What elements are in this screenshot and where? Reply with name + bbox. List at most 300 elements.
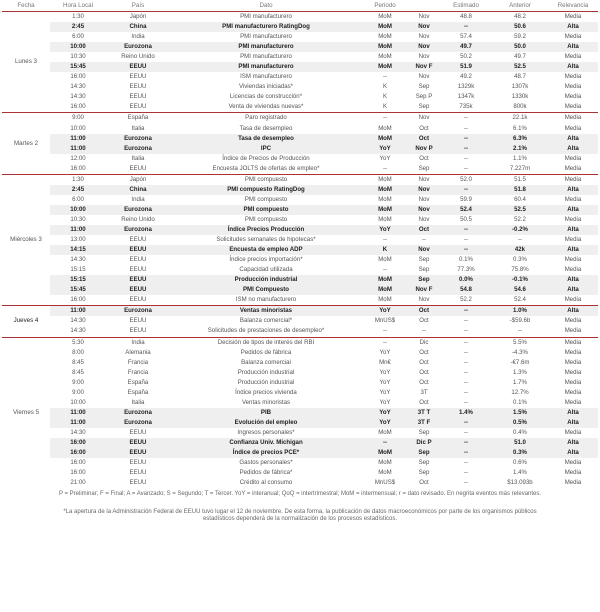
period-cell: Oct xyxy=(408,134,440,144)
table-row xyxy=(2,52,598,62)
period-cell: Nov xyxy=(418,296,430,304)
event-cell: PIB xyxy=(170,408,362,418)
time-cell: 11:00 xyxy=(50,134,106,144)
previous-cell: 0.6% xyxy=(513,459,527,467)
country-cell: India xyxy=(131,33,145,41)
event-cell: Paro registrado xyxy=(170,113,362,124)
period-cell: Nov xyxy=(408,42,440,52)
time-cell: 10:00 xyxy=(70,124,86,132)
period-cell: 3T xyxy=(420,388,428,396)
time-cell: 16:00 xyxy=(70,73,86,81)
event-cell: PMI compuesto xyxy=(244,195,288,203)
table-row xyxy=(2,285,598,295)
estimate-cell: -- xyxy=(440,113,492,124)
period-cell: Oct xyxy=(419,124,429,132)
time-cell: 16:00 xyxy=(70,469,86,477)
estimate-cell: 52.0 xyxy=(440,174,492,185)
previous-cell: -- xyxy=(517,327,523,335)
time-cell: 9:00 xyxy=(72,378,84,386)
table-row xyxy=(2,205,598,215)
unit-cell: YoY xyxy=(379,378,391,386)
estimate-cell: -- xyxy=(463,469,469,477)
table-row xyxy=(2,408,598,418)
unit-cell: MoM xyxy=(378,33,392,41)
time-cell: 8:00 xyxy=(72,348,84,356)
relevance-cell: Media xyxy=(564,236,582,244)
table-row xyxy=(2,438,598,448)
event-cell: Producción industrial xyxy=(170,275,362,285)
time-cell: 14:30 xyxy=(70,93,86,101)
estimate-cell: -- xyxy=(463,236,469,244)
time-cell: 10:30 xyxy=(70,53,86,61)
country-cell: Japón xyxy=(129,13,147,21)
estimate-cell: -- xyxy=(440,448,492,458)
unit-cell: YoY xyxy=(379,154,391,162)
estimate-cell: -- xyxy=(463,428,469,436)
calendar-table xyxy=(2,0,598,488)
previous-cell: 51.0 xyxy=(492,438,548,448)
relevance-cell: Alta xyxy=(548,205,598,215)
table-row xyxy=(2,418,598,428)
event-cell: PMI manufacturero xyxy=(170,62,362,72)
previous-cell: 7.227m xyxy=(509,164,531,172)
unit-cell: MoM xyxy=(362,22,408,32)
event-cell: Crédito al consumo xyxy=(239,479,293,487)
estimate-cell: -- xyxy=(463,317,469,325)
period-cell: Sep xyxy=(418,83,430,91)
event-cell: PMI compuesto RatingDog xyxy=(170,185,362,195)
time-cell: 15:15 xyxy=(50,275,106,285)
relevance-cell: Media xyxy=(564,358,582,366)
country-cell: España xyxy=(127,378,149,386)
unit-cell: MoM xyxy=(362,62,408,72)
period-cell: 3T T xyxy=(408,408,440,418)
unit-cell: K xyxy=(382,83,388,91)
table-row xyxy=(2,82,598,92)
period-cell: Sep xyxy=(418,266,430,274)
event-cell: PMI compuesto xyxy=(170,205,362,215)
time-cell: 16:00 xyxy=(70,164,86,172)
event-cell: Gastos personales* xyxy=(239,459,293,467)
previous-cell: 54.6 xyxy=(492,285,548,295)
previous-cell: 12.7% xyxy=(511,388,529,396)
event-cell: Venta de viviendas nuevas* xyxy=(228,103,304,111)
estimate-cell: -- xyxy=(463,459,469,467)
estimate-cell: -- xyxy=(440,22,492,32)
event-cell: Licencias de construcción* xyxy=(229,93,303,101)
time-cell: 6:00 xyxy=(72,195,84,203)
time-cell: 14:30 xyxy=(70,83,86,91)
country-cell: EEUU xyxy=(106,285,170,295)
unit-cell: MoM xyxy=(362,185,408,195)
previous-cell: 0.3% xyxy=(513,256,527,264)
event-cell: PMI manufacturero xyxy=(240,53,292,61)
estimate-cell: 1347k xyxy=(457,93,475,101)
unit-cell: K xyxy=(382,93,388,101)
unit-cell: MoM xyxy=(362,275,408,285)
unit-cell: MnUS$ xyxy=(374,317,396,325)
previous-cell: 52.5 xyxy=(492,62,548,72)
time-cell: 14:30 xyxy=(70,317,86,325)
period-cell: Nov xyxy=(408,205,440,215)
previous-cell: 1.0% xyxy=(492,306,548,317)
event-cell: PMI manufacturero xyxy=(240,33,292,41)
event-cell: Tasa de desempleo xyxy=(170,134,362,144)
country-cell: EEUU xyxy=(129,83,147,91)
previous-cell: -0.2% xyxy=(492,225,548,235)
period-cell: Oct xyxy=(419,368,429,376)
relevance-cell: Alta xyxy=(548,418,598,428)
unit-cell: K xyxy=(362,245,408,255)
period-cell: Oct xyxy=(408,225,440,235)
table-row xyxy=(2,398,598,408)
relevance-cell: Media xyxy=(564,317,582,325)
previous-cell: 1.5% xyxy=(492,408,548,418)
unit-cell: YoY xyxy=(379,398,391,406)
table-row xyxy=(2,255,598,265)
unit-cell: MoM xyxy=(378,215,392,223)
table-row xyxy=(2,478,598,488)
previous-cell: 0.4% xyxy=(513,428,527,436)
previous-cell: 1.3% xyxy=(513,368,527,376)
period-cell: Oct xyxy=(419,317,429,325)
unit-cell: YoY xyxy=(362,408,408,418)
previous-cell: 800k xyxy=(513,103,527,111)
time-cell: 16:00 xyxy=(70,296,86,304)
relevance-cell: Media xyxy=(564,215,582,223)
time-cell: 8:45 xyxy=(72,358,84,366)
time-cell: 10:00 xyxy=(50,205,106,215)
table-row xyxy=(2,388,598,398)
relevance-cell: Media xyxy=(564,103,582,111)
previous-cell: 51.5 xyxy=(492,174,548,185)
country-cell: EEUU xyxy=(106,448,170,458)
period-cell: Oct xyxy=(408,306,440,317)
col-periodo-sub xyxy=(408,0,440,12)
time-cell: 21:00 xyxy=(70,479,86,487)
country-cell: EEUU xyxy=(129,317,147,325)
event-cell: Viviendas iniciadas* xyxy=(238,83,294,91)
relevance-cell: Media xyxy=(548,113,598,124)
table-row xyxy=(2,448,598,458)
table-row xyxy=(2,195,598,205)
col-anterior: Anterior xyxy=(492,0,548,12)
relevance-cell: Media xyxy=(564,53,582,61)
period-cell: Sep xyxy=(418,459,430,467)
event-cell: Pedidos de fábrica xyxy=(240,348,292,356)
unit-cell: YoY xyxy=(362,306,408,317)
previous-cell: 2.1% xyxy=(492,144,548,154)
table-row xyxy=(2,124,598,134)
estimate-cell: -- xyxy=(440,225,492,235)
unit-cell: YoY xyxy=(379,368,391,376)
calendar-body xyxy=(2,12,598,489)
relevance-cell: Alta xyxy=(548,245,598,255)
relevance-cell: Media xyxy=(564,93,582,101)
relevance-cell: Media xyxy=(564,33,582,41)
table-row xyxy=(2,174,598,185)
unit-cell: MoM xyxy=(362,42,408,52)
country-cell: Japón xyxy=(106,174,170,185)
previous-cell: 1.7% xyxy=(513,378,527,386)
col-periodo: Periodo xyxy=(362,0,408,12)
table-row xyxy=(2,144,598,154)
country-cell: China xyxy=(106,22,170,32)
event-cell: ISM manufacturero xyxy=(240,73,292,81)
previous-cell: 1.4% xyxy=(513,469,527,477)
period-cell: Nov xyxy=(418,53,430,61)
unit-cell: MoM xyxy=(362,174,408,185)
event-cell: PMI manufacturero xyxy=(170,42,362,52)
table-row xyxy=(2,185,598,195)
period-cell: Oct xyxy=(419,348,429,356)
previous-cell: 50.6 xyxy=(492,22,548,32)
country-cell: EEUU xyxy=(106,245,170,255)
unit-cell: YoY xyxy=(379,348,391,356)
previous-cell: 52.5 xyxy=(492,205,548,215)
table-row xyxy=(2,316,598,326)
relevance-cell: Media xyxy=(564,398,582,406)
country-cell: Reino Unido xyxy=(121,53,155,61)
relevance-cell: Media xyxy=(564,388,582,396)
previous-cell: 48.2 xyxy=(514,13,526,21)
day-label: Jueves 4 xyxy=(2,306,50,337)
unit-cell: YoY xyxy=(362,144,408,154)
country-cell: EEUU xyxy=(129,103,147,111)
relevance-cell: Alta xyxy=(548,22,598,32)
unit-cell: -- xyxy=(382,236,388,244)
table-row xyxy=(2,306,598,317)
previous-cell: 5.5% xyxy=(492,337,548,348)
country-cell: Italia xyxy=(131,398,145,406)
relevance-cell: Media xyxy=(564,266,582,274)
country-cell: EEUU xyxy=(129,73,147,81)
time-cell: 16:00 xyxy=(70,103,86,111)
event-cell: PMI compuesto xyxy=(244,215,288,223)
event-cell: Producción industrial xyxy=(237,368,295,376)
estimate-cell: -- xyxy=(463,154,469,162)
previous-cell: 0.3% xyxy=(492,448,548,458)
estimate-cell: 0.1% xyxy=(459,256,473,264)
time-cell: 15:15 xyxy=(70,266,86,274)
previous-cell: -4.3% xyxy=(512,348,528,356)
event-cell: PMI manufacturero xyxy=(240,13,292,21)
table-row xyxy=(2,458,598,468)
unit-cell: -- xyxy=(382,73,388,81)
period-cell: Nov xyxy=(418,195,430,203)
time-cell: 14:30 xyxy=(70,256,86,264)
previous-cell: 48.7 xyxy=(514,73,526,81)
table-row xyxy=(2,92,598,102)
estimate-cell: 59.9 xyxy=(460,195,472,203)
table-row xyxy=(2,134,598,144)
event-cell: Pedidos de fábrica* xyxy=(239,469,293,477)
estimate-cell: -- xyxy=(463,164,469,172)
country-cell: Alemania xyxy=(125,348,151,356)
period-cell: Sep xyxy=(418,469,430,477)
relevance-cell: Alta xyxy=(548,62,598,72)
country-cell: Eurozona xyxy=(106,225,170,235)
event-cell: Índice de Precios de Producción xyxy=(222,154,310,162)
unit-cell: Mn€ xyxy=(379,358,391,366)
period-cell: Nov F xyxy=(408,285,440,295)
relevance-cell: Media xyxy=(564,378,582,386)
estimate-cell: 735k xyxy=(459,103,473,111)
country-cell: EEUU xyxy=(129,266,147,274)
period-cell: Dic P xyxy=(408,438,440,448)
estimate-cell: -- xyxy=(463,398,469,406)
estimate-cell: -- xyxy=(463,388,469,396)
period-cell: Nov xyxy=(418,215,430,223)
col-pais: País xyxy=(106,0,170,12)
estimate-cell: -- xyxy=(440,144,492,154)
event-cell: IPC xyxy=(170,144,362,154)
country-cell: Eurozona xyxy=(106,42,170,52)
country-cell: India xyxy=(131,195,145,203)
previous-cell: 42k xyxy=(492,245,548,255)
previous-cell: 75.8% xyxy=(511,266,529,274)
table-row xyxy=(2,164,598,175)
estimate-cell: 1329k xyxy=(457,83,475,91)
previous-cell: 22.1k xyxy=(492,113,548,124)
period-cell: Nov xyxy=(408,174,440,185)
period-cell: Sep P xyxy=(415,93,433,101)
estimate-cell: -- xyxy=(440,438,492,448)
table-row xyxy=(2,428,598,438)
previous-cell: 49.7 xyxy=(514,53,526,61)
event-cell: Índice Precios Producción xyxy=(170,225,362,235)
footnote: *La apertura de la Administración Federal de EEUU tuvo lugar el 12 de noviembre. De esta forma, la publicación de datos macroeconómicos por parte de los organismos públicos estadísticos dependerá de la normalización de los procesos estadísticos. xyxy=(63,508,537,523)
unit-cell: -- xyxy=(382,327,388,335)
country-cell: España xyxy=(127,388,149,396)
estimate-cell: -- xyxy=(463,358,469,366)
period-cell: Nov xyxy=(408,113,440,124)
country-cell: Eurozona xyxy=(106,408,170,418)
time-cell: 14:30 xyxy=(70,327,86,335)
country-cell: EEUU xyxy=(129,296,147,304)
relevance-cell: Media xyxy=(564,327,582,335)
table-row xyxy=(2,113,598,124)
day-label: Viernes 5 xyxy=(2,337,50,488)
period-cell: Nov xyxy=(418,73,430,81)
period-cell: 3T F xyxy=(408,418,440,428)
day-label: Lunes 3 xyxy=(2,12,50,113)
day-label: Martes 2 xyxy=(2,113,50,174)
estimate-cell: -- xyxy=(463,124,469,132)
estimate-cell: 50.5 xyxy=(460,215,472,223)
day-label: Miércoles 3 xyxy=(2,174,50,306)
previous-cell: -€7.6m xyxy=(510,358,530,366)
header-row xyxy=(2,0,598,12)
country-cell: EEUU xyxy=(129,469,147,477)
country-cell: Italia xyxy=(131,154,145,162)
table-row xyxy=(2,348,598,358)
period-cell: Oct xyxy=(419,479,429,487)
period-cell: Nov P xyxy=(408,144,440,154)
table-row xyxy=(2,368,598,378)
time-cell: 11:00 xyxy=(50,408,106,418)
period-cell: Nov xyxy=(408,245,440,255)
table-row xyxy=(2,468,598,478)
country-cell: Eurozona xyxy=(106,144,170,154)
estimate-cell: -- xyxy=(440,306,492,317)
time-cell: 11:00 xyxy=(50,418,106,428)
table-row xyxy=(2,42,598,52)
estimate-cell: 49.2 xyxy=(460,73,472,81)
estimate-cell: -- xyxy=(463,368,469,376)
table-row xyxy=(2,245,598,255)
time-cell: 16:00 xyxy=(50,438,106,448)
country-cell: China xyxy=(106,185,170,195)
country-cell: EEUU xyxy=(129,256,147,264)
unit-cell: -- xyxy=(382,266,388,274)
col-dato: Dato xyxy=(170,0,362,12)
relevance-cell: Media xyxy=(564,73,582,81)
country-cell: EEUU xyxy=(106,62,170,72)
time-cell: 9:00 xyxy=(72,388,84,396)
estimate-cell: 49.7 xyxy=(440,42,492,52)
event-cell: Ventas minoristas xyxy=(241,398,291,406)
relevance-cell: Media xyxy=(548,337,598,348)
period-cell: -- xyxy=(421,327,427,335)
unit-cell: YoY xyxy=(379,388,391,396)
previous-cell: -0.1% xyxy=(492,275,548,285)
previous-cell: 1330k xyxy=(511,93,529,101)
estimate-cell: -- xyxy=(440,418,492,428)
country-cell: Eurozona xyxy=(106,205,170,215)
event-cell: Balanza comercial* xyxy=(239,317,293,325)
estimate-cell: 54.8 xyxy=(440,285,492,295)
period-cell: Nov F xyxy=(408,62,440,72)
estimate-cell: -- xyxy=(440,134,492,144)
col-hora: Hora Local xyxy=(50,0,106,12)
event-cell: Ingresos personales* xyxy=(237,428,295,436)
relevance-cell: Media xyxy=(564,469,582,477)
table-row xyxy=(2,225,598,235)
unit-cell: MoM xyxy=(378,469,392,477)
table-row xyxy=(2,72,598,82)
time-cell: 15:45 xyxy=(50,285,106,295)
estimate-cell: -- xyxy=(463,479,469,487)
table-row xyxy=(2,62,598,72)
time-cell: 1:30 xyxy=(72,13,84,21)
unit-cell: MoM xyxy=(362,134,408,144)
time-cell: 14:15 xyxy=(50,245,106,255)
time-cell: 8:45 xyxy=(72,368,84,376)
previous-cell: 1.1% xyxy=(513,154,527,162)
table-row xyxy=(2,337,598,348)
estimate-cell: -- xyxy=(440,185,492,195)
relevance-cell: Alta xyxy=(548,448,598,458)
relevance-cell: Media xyxy=(564,368,582,376)
country-cell: EEUU xyxy=(129,164,147,172)
relevance-cell: Media xyxy=(564,83,582,91)
previous-cell: 0.1% xyxy=(513,398,527,406)
time-cell: 2:45 xyxy=(50,185,106,195)
country-cell: Reino Unido xyxy=(121,215,155,223)
event-cell: PMI Compuesto xyxy=(170,285,362,295)
previous-cell: 60.4 xyxy=(514,195,526,203)
event-cell: PMI compuesto xyxy=(170,174,362,185)
unit-cell: -- xyxy=(362,438,408,448)
period-cell: Sep xyxy=(418,103,430,111)
previous-cell: 0.5% xyxy=(492,418,548,428)
table-row xyxy=(2,295,598,306)
table-row xyxy=(2,378,598,388)
unit-cell: K xyxy=(382,103,388,111)
time-cell: 9:00 xyxy=(50,113,106,124)
estimate-cell: 0.0% xyxy=(440,275,492,285)
